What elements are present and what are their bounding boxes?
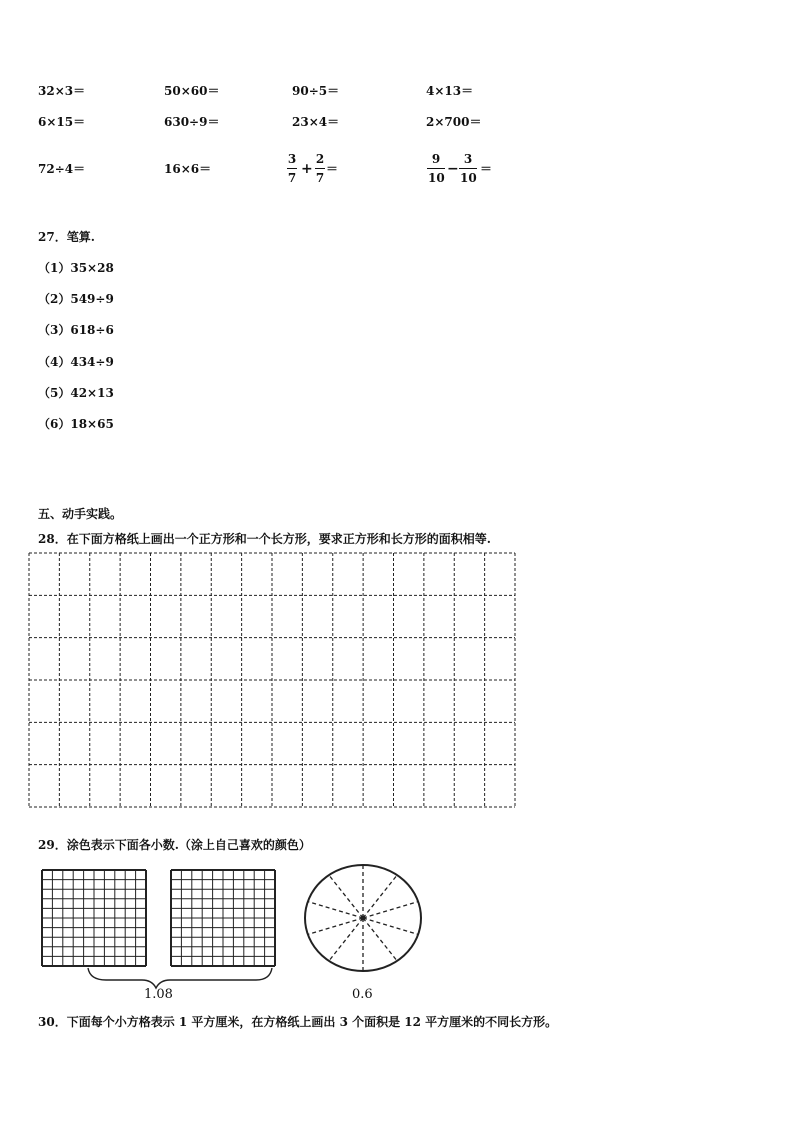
circle-center — [361, 916, 366, 921]
fraction-bar — [459, 168, 477, 169]
hundred-grid-left[interactable] — [40, 868, 148, 968]
section-5-title: 五、动手实践。 — [38, 507, 123, 521]
oral-calc-2-3: 23×4＝ — [292, 115, 340, 129]
oral-calc-3-2: 16×6＝ — [164, 162, 212, 176]
fraction-expression-add — [284, 150, 354, 190]
oral-calc-2-2: 630÷9＝ — [164, 115, 220, 129]
denominator: 7 — [287, 171, 297, 185]
fraction-expression-subtract — [426, 150, 506, 190]
fraction-bar — [315, 168, 325, 169]
equals-sign: ＝ — [480, 162, 493, 176]
q28-dashed-grid[interactable] — [28, 552, 516, 808]
q27-title: 27．笔算. — [38, 230, 95, 244]
oral-calc-2-4: 2×700＝ — [426, 115, 482, 129]
circle-divider-line — [363, 902, 418, 918]
circle-divider-line — [329, 875, 363, 918]
equals-sign: ＝ — [326, 162, 339, 176]
oral-calc-1-4: 4×13＝ — [426, 84, 474, 98]
oral-calc-3-1: 72÷4＝ — [38, 162, 86, 176]
numerator: 3 — [287, 152, 297, 166]
circle-divider-line — [363, 918, 418, 934]
grid-label: 1.08 — [144, 987, 173, 1002]
numerator: 2 — [315, 152, 325, 166]
q29-text: 29．涂色表示下面各小数.（涂上自己喜欢的颜色） — [38, 838, 311, 852]
q27-item-3: （3）618÷6 — [38, 323, 114, 337]
circle-divider-line — [363, 918, 397, 961]
fraction-bar — [287, 168, 297, 169]
oral-calc-1-2: 50×60＝ — [164, 84, 220, 98]
grid-brace — [80, 966, 280, 990]
circle-label: 0.6 — [352, 987, 373, 1002]
fraction-bar — [427, 168, 445, 169]
circle-divider-line — [308, 902, 363, 918]
numerator: 3 — [463, 152, 473, 166]
denominator: 7 — [315, 171, 325, 185]
q27-item-2: （2）549÷9 — [38, 292, 114, 306]
circle-divider-line — [363, 875, 397, 918]
oral-calc-1-1: 32×3＝ — [38, 84, 86, 98]
circle-divider-line — [308, 918, 363, 934]
q27-item-6: （6）18×65 — [38, 417, 114, 431]
denominator: 10 — [428, 171, 445, 185]
oral-calc-2-1: 6×15＝ — [38, 115, 86, 129]
q28-text: 28．在下面方格纸上画出一个正方形和一个长方形，要求正方形和长方形的面积相等. — [38, 532, 491, 546]
circle-divider-line — [329, 918, 363, 961]
plus-sign: + — [301, 161, 313, 177]
q27-item-5: （5）42×13 — [38, 386, 114, 400]
q27-item-4: （4）434÷9 — [38, 355, 114, 369]
minus-sign: − — [447, 161, 459, 177]
q27-item-1: （1）35×28 — [38, 261, 114, 275]
oral-calc-1-3: 90÷5＝ — [292, 84, 340, 98]
circle-divided-tenths[interactable] — [302, 862, 426, 974]
q30-text: 30．下面每个小方格表示 1 平方厘米，在方格纸上画出 3 个面积是 12 平方厘米的不同长方形。 — [38, 1015, 558, 1029]
denominator: 10 — [460, 171, 477, 185]
hundred-grid-right[interactable] — [169, 868, 277, 968]
numerator: 9 — [431, 152, 441, 166]
